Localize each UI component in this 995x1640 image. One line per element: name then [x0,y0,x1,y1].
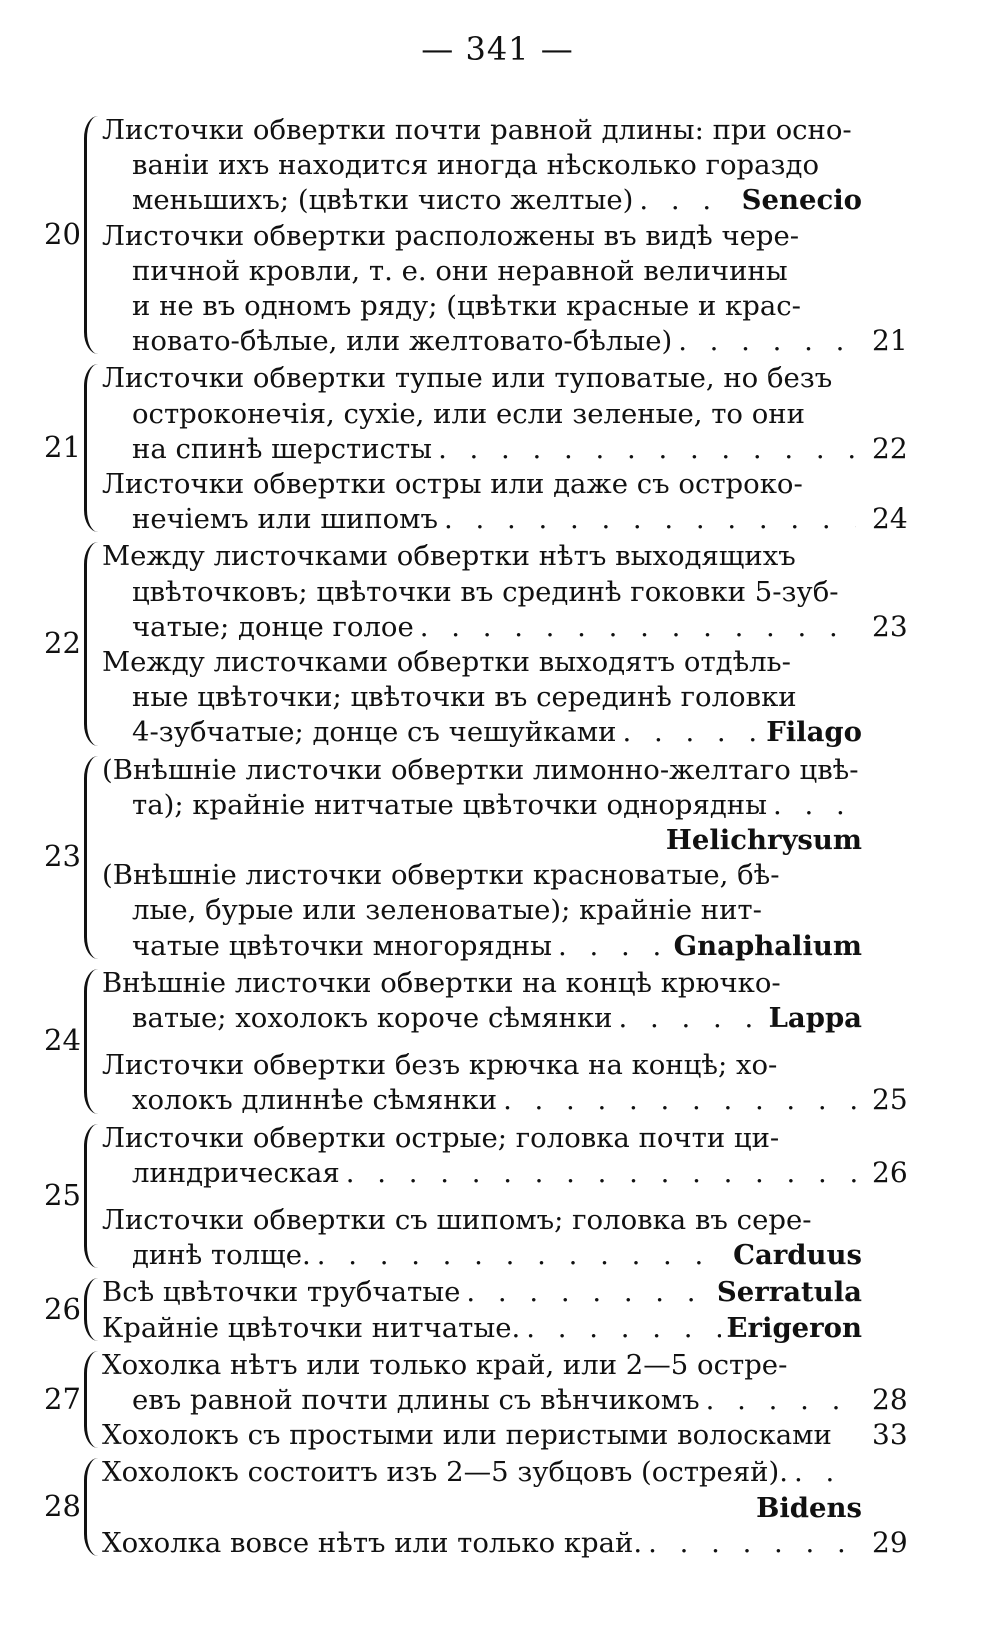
genus-name: Bidens [756,1491,862,1524]
couplet-brace [84,1124,101,1269]
couplet-number: 20 [44,217,81,252]
couplet-brace [84,364,101,532]
key-line-text: новато-бѣлые, или желтовато-бѣлые) [132,325,673,358]
reference-number: 23 [872,609,908,643]
key-line-last [132,787,862,823]
key-line-last [102,1454,862,1490]
dot-leader [648,1525,856,1561]
key-line-last [132,609,862,645]
key-line-text: нечіемъ или шипомъ [132,503,439,536]
key-line-text: линдрическая [132,1156,340,1189]
couplet-brace [84,969,101,1114]
dot-leader [420,609,856,645]
key-line-last [132,1155,862,1191]
reference-number: 22 [872,431,908,465]
couplet-brace [84,542,101,745]
couplet-number: 25 [44,1178,81,1212]
key-line: Листочки обвертки безъ крючка на концѣ; хо- [102,1049,778,1082]
couplet-number: 26 [44,1291,81,1326]
genus-name: Serratula [716,1276,862,1309]
key-line-text: Крайніе цвѣточки нитчатые. [102,1311,521,1344]
key-line: Между листочками обвертки выходятъ отдѣль- [102,646,791,678]
dot-leader [794,1454,856,1490]
key-line: Листочки обвертки съ шипомъ; головка въ сере- [102,1204,812,1236]
key-line-last [102,1525,862,1561]
key-line: Внѣшніе листочки обвертки на концѣ крючко- [102,966,781,999]
key-line-last [132,431,862,467]
couplet-number: 24 [44,1023,81,1058]
key-line-text: холокъ длиннѣе сѣмянки [132,1084,498,1117]
reference-number: 28 [872,1383,908,1416]
dot-leader [317,1237,727,1273]
key-line: Хохолка нѣтъ или только край, или 2—5 остре- [102,1348,788,1381]
key-line-last [132,714,862,750]
key-line: Листочки обвертки тупые или туповатые, но безъ [102,362,833,395]
couplet-number: 21 [44,430,81,465]
genus-name: Lappa [768,1002,862,1034]
reference-number: 26 [872,1155,908,1189]
dot-leader [706,1382,856,1418]
key-line-last [132,1082,862,1118]
couplet-number: 22 [44,626,81,660]
dot-leader [622,714,760,750]
dot-leader [444,501,856,537]
key-line: лые, бурые или зеленоватые); крайніе нит- [132,894,762,927]
key-line-text: Хохолка вовсе нѣтъ или только край. [102,1526,643,1559]
genus-name: Erigeron [726,1311,862,1344]
key-line-last [132,323,862,359]
couplet-number: 23 [44,839,81,874]
key-line-last [102,1274,862,1310]
key-line-last [102,1310,862,1346]
page-number: — 341 — [421,30,574,68]
key-line-text: 4-зубчатые; донце съ чешуйками [132,716,617,749]
key-line-text: евъ равной почти длины съ вѣнчикомъ [132,1384,700,1416]
key-line-last [132,1382,862,1418]
genus-name: Helichrysum [665,824,862,856]
key-line: (Внѣшніе листочки обвертки красноватые, бѣ- [102,859,780,892]
genus-name: Filago [766,716,862,749]
key-line-last [132,1237,862,1273]
reference-number: 33 [872,1418,908,1452]
couplet-number: 28 [44,1489,81,1524]
key-line: Листочки обвертки почти равной длины: при осно- [102,114,852,146]
dot-leader [678,323,856,359]
couplet-brace [84,1351,101,1449]
dot-leader [639,182,735,218]
key-line: Листочки обвертки расположены въ видѣ чере- [102,219,800,252]
couplet-brace [84,756,101,959]
genus-name: Gnaphalium [673,929,862,962]
dot-leader [466,1274,710,1310]
key-line-last [102,1417,862,1453]
key-line: ваніи ихъ находится иногда нѣсколько гораздо [132,149,820,182]
key-line-text: Хохолокъ состоитъ изъ 2—5 зубцовъ (остреяй). [102,1456,788,1489]
genus-name: Senecio [741,184,862,217]
couplet-number: 27 [44,1381,81,1416]
key-line: Листочки обвертки остры или даже съ остроко- [102,468,803,500]
couplet-brace [84,1278,101,1340]
key-line: Между листочками обвертки нѣтъ выходящихъ [102,540,796,573]
dot-leader [526,1310,720,1346]
dot-leader [773,787,856,823]
dot-leader [438,431,856,467]
key-line: Листочки обвертки острые; головка почти ци- [102,1121,780,1154]
key-line-text: чатые цвѣточки многорядны [132,929,552,962]
key-line-text: динѣ толще. [132,1239,311,1272]
key-line: пичной кровли, т. е. они неравной величины [132,254,788,287]
key-line: (Внѣшніе листочки обвертки лимонно-желтаго цвѣ- [102,753,859,786]
key-line-text: ватые; хохолокъ короче сѣмянки [132,1002,613,1034]
key-line-text: меньшихъ; (цвѣтки чисто желтые) [132,184,634,217]
key-line: цвѣточковъ; цвѣточки въ срединѣ гоковки 5-зуб- [132,575,839,608]
key-line-text: Хохолокъ съ простыми или перистыми волосками [102,1419,832,1452]
couplet-brace [84,116,101,354]
reference-number: 29 [872,1525,908,1559]
key-line: и не въ одномъ ряду; (цвѣтки красные и крас- [132,290,801,322]
key-line-text: на спинѣ шерстисты [132,432,433,465]
key-line-text: та); крайніе нитчатые цвѣточки однорядны [132,788,767,821]
reference-number: 24 [872,502,908,536]
dot-leader [346,1155,856,1191]
key-line-last [132,182,862,218]
couplet-brace [84,1458,101,1556]
key-line-last [132,928,862,964]
reference-number: 21 [872,324,908,358]
key-line-last [132,1000,862,1036]
reference-number: 25 [872,1083,908,1117]
key-line: ные цвѣточки; цвѣточки въ серединѣ головки [132,681,797,714]
dot-leader [503,1082,856,1118]
key-line-text: Всѣ цвѣточки трубчатые [102,1276,461,1309]
dot-leader [619,1000,763,1036]
genus-name: Carduus [733,1239,862,1272]
key-line-last [132,501,862,537]
dot-leader [558,928,668,964]
key-line-text: чатые; донце голое [132,610,414,643]
key-line: остроконечія, сухіе, или если зеленые, то они [132,397,805,430]
